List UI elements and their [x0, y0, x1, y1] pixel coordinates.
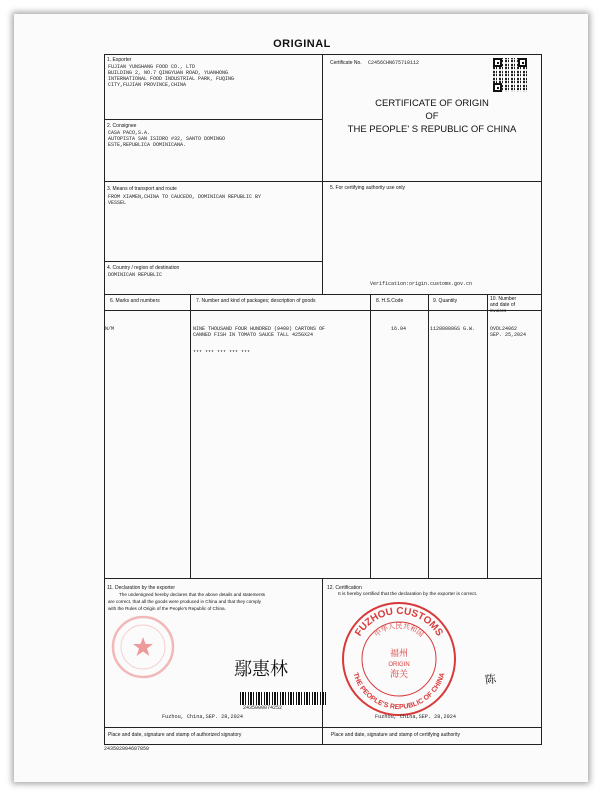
divider-h-header: [104, 310, 542, 311]
declaration-text-3: with the Rules of Origin of the People's Republic of China.: [108, 606, 226, 611]
hs-header: 8. H.S.Code: [376, 298, 404, 304]
exporter-label: 1. Exporter: [107, 57, 132, 63]
invoice-header-2: and date of: [490, 302, 516, 308]
certificate-title-line-3: THE PEOPLE' S REPUBLIC OF CHINA: [347, 124, 517, 135]
divider-h-1: [104, 119, 322, 120]
quantity-header: 9. Quantity: [433, 298, 458, 304]
description-header: 7. Number and kind of packages; description of goods: [196, 298, 316, 304]
marks-header: 6. Marks and numbers: [110, 298, 160, 304]
exporter-signature: 鄢惠林: [234, 659, 288, 680]
svg-text:中华人民共和国: [372, 621, 425, 639]
exporter-stamp-faded: [108, 612, 178, 682]
certification-place-date: Fuzhou, China,SEP. 28,2024: [375, 714, 456, 720]
hs-code-value: 16.04: [391, 326, 407, 332]
stamp-top-text: FUZHOU CUSTOMS: [353, 605, 445, 639]
divider-v-hs: [428, 294, 429, 578]
marks-value: N/M: [105, 326, 115, 332]
declaration-footer: Place and date, signature and stamp of authorized signatory: [108, 732, 242, 738]
description-line-1: NINE THOUSAND FOUR HUNDRED (9400) CARTONS OF: [193, 326, 326, 332]
certificate-title-line-2: OF: [425, 111, 439, 122]
declaration-text-2: are correct, that all the goods were produced in China and that they comply: [108, 599, 261, 604]
qr-code: [493, 58, 527, 92]
divider-h-4: [104, 294, 542, 295]
certifier-signature: 陈: [484, 672, 497, 687]
certifying-use-label: 5. For certifying authority use only: [330, 185, 406, 191]
stamp-center-cn-bottom: 海关: [389, 670, 409, 680]
destination-label: 4. Country / region of destination: [107, 265, 180, 271]
invoice-header-1: 10. Number: [490, 296, 517, 302]
description-line-2: CANNED FISH IN TOMATO SAUCE TALL 425GX24: [193, 332, 314, 338]
serial-number: 243502004607850: [104, 746, 150, 752]
consignee-label: 2. Consignee: [107, 123, 137, 129]
divider-v-marks: [190, 294, 191, 578]
divider-v-qty: [487, 294, 488, 578]
page-heading: ORIGINAL: [273, 38, 331, 50]
stamp-inner-text: 中华人民共和国: [373, 622, 425, 639]
transport-line-2: VESSEL: [108, 200, 127, 206]
stamp-bottom-text: THE PEOPLE'S REPUBLIC OF CHINA: [351, 671, 447, 712]
barcode-number: 2435000074252: [243, 705, 283, 711]
declaration-label: 11. Declaration by the exporter: [107, 585, 176, 591]
verification-url: Verification:origin.customs.gov.cn: [370, 281, 473, 287]
exporter-line-2: BUILDING 2, NO.7 QINGYUAN ROAD, YUANHONG: [108, 70, 229, 76]
exporter-line-3: INTERNATIONAL FOOD INDUSTRIAL PARK, FUQING: [108, 76, 235, 82]
consignee-line-2: AUTOPISTA SAN ISIDRO #32, SANTO DOMINGO: [108, 136, 226, 142]
declaration-text-1: The undersigned hereby declares that the above details and statements: [119, 592, 266, 597]
exporter-line-4: CITY,FUJIAN PROVINCE,CHINA: [108, 82, 187, 88]
certification-label: 12. Certification: [327, 585, 362, 591]
consignee-line-3: ESTE,REPUBLICA DOMINICANA.: [108, 142, 187, 148]
stamp-center-en: ORIGIN: [388, 662, 410, 668]
stamp-center-cn-top: 福州: [389, 649, 409, 659]
certificate-number: C2456CHN675710112: [368, 59, 420, 66]
destination-value: DOMINICAN REPUBLIC: [108, 272, 163, 278]
invoice-date: SEP. 25,2024: [490, 332, 527, 338]
certification-text: It is hereby certified that the declaration by the exporter is correct.: [338, 592, 478, 597]
certificate-number-label: Certificate No.: [330, 60, 362, 66]
invoice-number: OVDL24062: [490, 326, 518, 332]
barcode: [240, 692, 326, 705]
divider-h-5: [104, 578, 542, 579]
divider-v-bottom: [322, 578, 323, 745]
invoice-header-3: invoices: [490, 308, 507, 313]
consignee-line-1: CASA PACO,S.A.: [108, 130, 151, 136]
divider-v-desc: [370, 294, 371, 578]
quantity-value: 11280000GS G.W.: [430, 326, 476, 332]
divider-h-2: [104, 181, 542, 182]
divider-v-top: [322, 54, 323, 294]
transport-label: 3. Means of transport and route: [107, 186, 177, 192]
transport-line-1: FROM XIAMEN,CHINA TO CAUCEDO, DOMINICAN REPUBLIC BY: [108, 194, 262, 200]
certificate-title-line-1: CERTIFICATE OF ORIGIN: [375, 98, 489, 109]
declaration-place-date: Fuzhou, China,SEP. 28,2024: [162, 714, 243, 720]
certification-footer: Place and date, signature and stamp of certifying authority: [331, 732, 460, 738]
exporter-line-1: FUJIAN YUNSHANG FOOD CO., LTD: [108, 64, 196, 70]
customs-stamp: [340, 600, 458, 718]
description-line-4: *** *** *** *** ***: [193, 350, 251, 356]
divider-h-3: [104, 261, 322, 262]
divider-h-footer: [104, 727, 542, 728]
